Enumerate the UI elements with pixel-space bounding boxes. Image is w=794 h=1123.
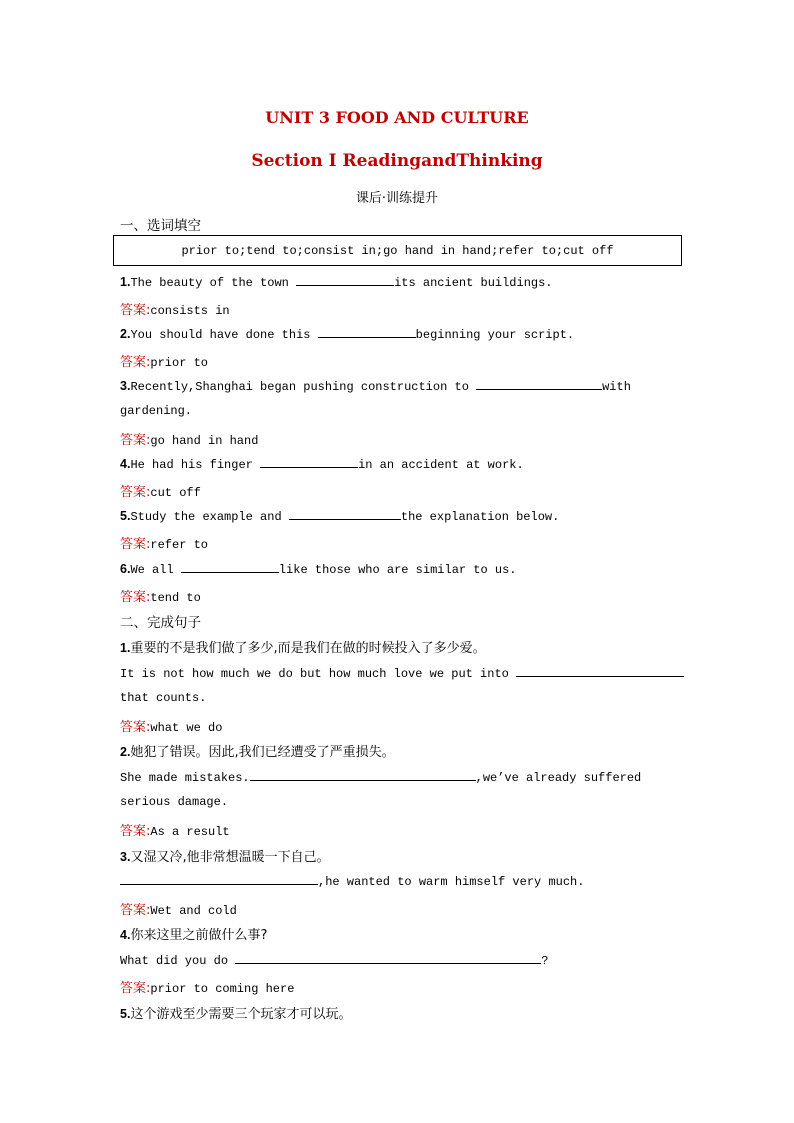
sentence-2-continued: serious damage. <box>120 795 229 809</box>
sentence-3-english: ,he wanted to warm himself very much. <box>120 873 584 889</box>
question-2: 2.You should have done this beginning your script. <box>120 327 575 342</box>
answer-label: 答案: <box>120 824 151 839</box>
answer-6: 答案:tend to <box>120 590 201 605</box>
question-number: 2. <box>120 327 131 341</box>
question-number: 5. <box>120 509 131 523</box>
word-box <box>113 235 682 266</box>
answer-blank <box>235 952 541 964</box>
answer-1: 答案:consists in <box>120 303 230 318</box>
subtitle: 课后·训练提升 <box>355 191 439 206</box>
question-1: 1.The beauty of the town its ancient buildings. <box>120 275 553 290</box>
answer-label: 答案: <box>120 590 151 605</box>
answer-blank <box>296 274 394 286</box>
answer-s3: 答案:Wet and cold <box>120 903 237 918</box>
answer-blank <box>120 873 318 885</box>
answer-label: 答案: <box>120 903 151 918</box>
answer-label: 答案: <box>120 485 151 500</box>
sentence-1-chinese: 1.重要的不是我们做了多少,而是我们在做的时候投入了多少爱。 <box>120 641 486 656</box>
sentence-1-english: It is not how much we do but how much love we put into <box>120 665 684 681</box>
answer-blank <box>289 508 401 520</box>
answer-s1: 答案:what we do <box>120 720 223 735</box>
answer-blank <box>318 326 416 338</box>
answer-blank <box>476 378 602 390</box>
question-3-continued: gardening. <box>120 404 193 418</box>
answer-s2: 答案:As a result <box>120 824 230 839</box>
question-number: 1. <box>120 641 131 655</box>
sentence-5-chinese: 5.这个游戏至少需要三个玩家才可以玩。 <box>120 1007 352 1022</box>
answer-label: 答案: <box>120 433 151 448</box>
part1-heading: 一、选词填空 <box>120 218 201 234</box>
sentence-1-continued: that counts. <box>120 691 207 705</box>
question-5: 5.Study the example and the explanation below. <box>120 509 560 524</box>
question-number: 1. <box>120 275 131 289</box>
question-number: 6. <box>120 562 131 576</box>
answer-s4: 答案:prior to coming here <box>120 981 295 996</box>
answer-blank <box>516 665 684 677</box>
question-number: 5. <box>120 1007 131 1021</box>
question-6: 6.We all like those who are similar to us. <box>120 562 517 577</box>
sentence-2-english: She made mistakes. ,we’ve already suffered <box>120 771 642 785</box>
question-3: 3.Recently,Shanghai began pushing construction to with <box>120 379 631 394</box>
answer-label: 答案: <box>120 720 151 735</box>
part2-heading: 二、完成句子 <box>120 615 201 631</box>
question-number: 4. <box>120 928 131 942</box>
answer-label: 答案: <box>120 537 151 552</box>
sentence-3-chinese: 3.又湿又冷,他非常想温暖一下自己。 <box>120 850 330 865</box>
sentence-4-english: What did you do ? <box>120 954 549 968</box>
section-title: Section Ⅰ ReadingandThinking <box>251 151 543 171</box>
answer-2: 答案:prior to <box>120 355 208 370</box>
question-number: 2. <box>120 745 131 759</box>
answer-3: 答案:go hand in hand <box>120 433 259 448</box>
question-number: 3. <box>120 850 131 864</box>
answer-4: 答案:cut off <box>120 485 201 500</box>
sentence-4-chinese: 4.你来这里之前做什么事? <box>120 928 268 943</box>
word-box-text: prior to;tend to;consist in;go hand in hand;refer to;cut off <box>181 244 614 258</box>
answer-blank <box>260 456 358 468</box>
unit-title: UNIT 3 FOOD AND CULTURE <box>265 108 529 127</box>
question-4: 4.He had his finger in an accident at work. <box>120 457 524 472</box>
answer-label: 答案: <box>120 981 151 996</box>
question-number: 3. <box>120 379 131 393</box>
answer-label: 答案: <box>120 303 151 318</box>
answer-blank <box>181 561 279 573</box>
answer-5: 答案:refer to <box>120 537 208 552</box>
answer-label: 答案: <box>120 355 151 370</box>
answer-blank <box>250 769 476 781</box>
sentence-2-chinese: 2.她犯了错误。因此,我们已经遭受了严重损失。 <box>120 745 395 760</box>
question-number: 4. <box>120 457 131 471</box>
